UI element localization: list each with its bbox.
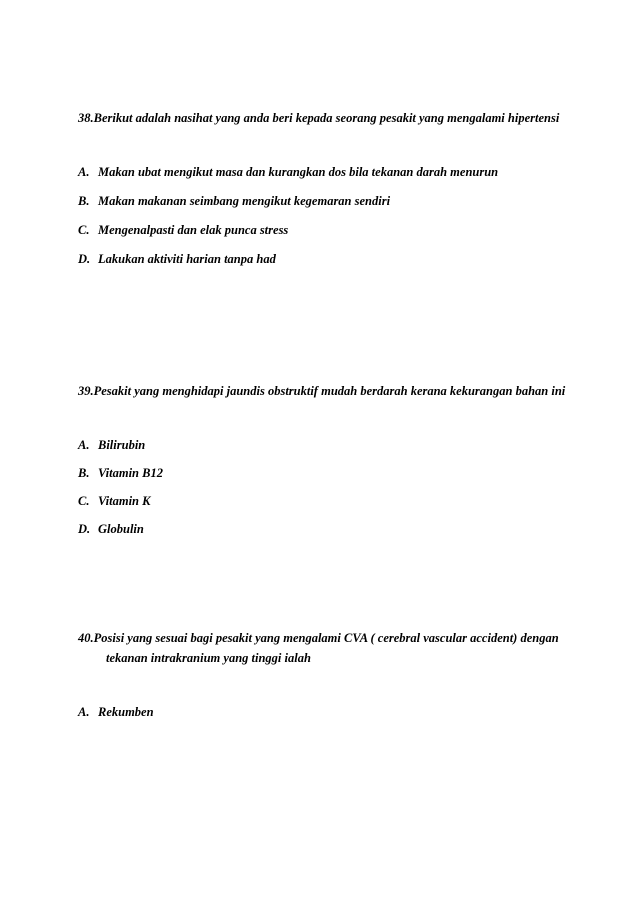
answer-options xyxy=(78,163,578,268)
option-c xyxy=(78,221,578,239)
option-letter: A. xyxy=(78,705,90,719)
option-d xyxy=(78,520,578,538)
option-letter: A. xyxy=(78,165,90,179)
question-stem: 38.Berikut adalah nasihat yang anda beri kepada seorang pesakit yang mengalami hipertensi xyxy=(78,111,560,125)
option-letter: B. xyxy=(78,194,90,208)
option-d xyxy=(78,250,578,268)
answer-options xyxy=(78,703,578,721)
option-text: Globulin xyxy=(98,522,144,536)
option-b xyxy=(78,464,578,482)
option-text: Lakukan aktiviti harian tanpa had xyxy=(98,252,276,266)
option-letter: D. xyxy=(78,522,91,536)
question-stem: 40.Posisi yang sesuai bagi pesakit yang mengalami CVA ( cerebral vascular accident) dengan tekanan intrakranium yang tinggi ialah xyxy=(78,631,559,665)
option-letter: D. xyxy=(78,252,91,266)
option-letter: B. xyxy=(78,466,90,480)
option-a xyxy=(78,436,578,454)
option-a xyxy=(78,163,578,181)
question-40 xyxy=(78,628,578,721)
option-text: Vitamin B12 xyxy=(98,466,163,480)
option-letter: C. xyxy=(78,223,90,237)
option-text: Makan makanan seimbang mengikut kegemaran sendiri xyxy=(98,194,391,208)
question-39 xyxy=(78,381,578,548)
option-text: Vitamin K xyxy=(98,494,151,508)
option-b xyxy=(78,192,578,210)
option-text: Mengenalpasti dan elak punca stress xyxy=(98,223,289,237)
option-text: Makan ubat mengikut masa dan kurangkan dos bila tekanan darah menurun xyxy=(98,165,499,179)
option-letter: A. xyxy=(78,438,90,452)
option-text: Rekumben xyxy=(98,705,154,719)
option-text: Bilirubin xyxy=(98,438,146,452)
option-c xyxy=(78,492,578,510)
answer-options xyxy=(78,436,578,538)
question-stem: 39.Pesakit yang menghidapi jaundis obstruktif mudah berdarah kerana kekurangan bahan ini xyxy=(78,384,566,398)
option-letter: C. xyxy=(78,494,90,508)
question-38 xyxy=(78,108,578,279)
option-a xyxy=(78,703,578,721)
